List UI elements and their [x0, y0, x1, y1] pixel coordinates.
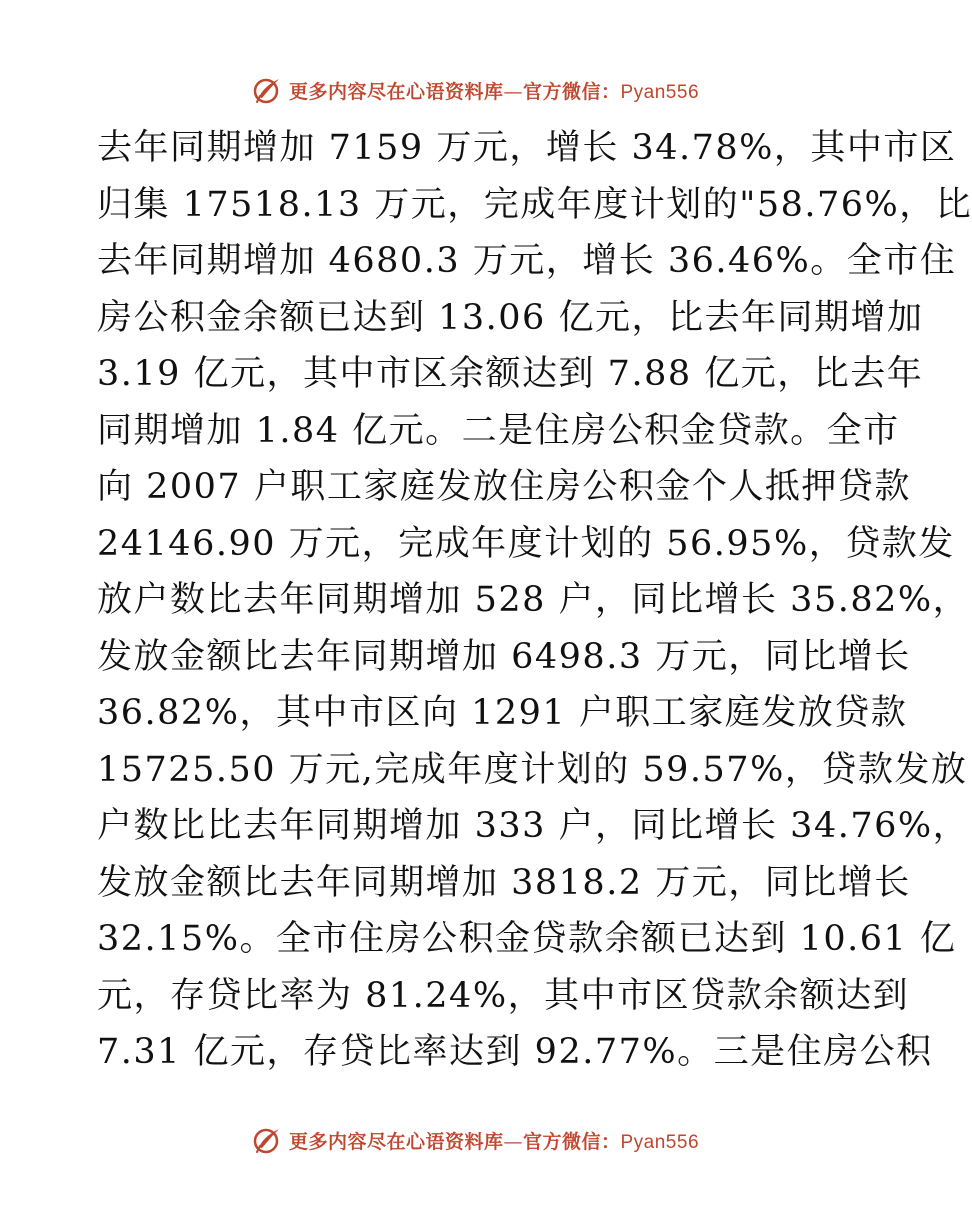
footer-watermark — [0, 1125, 950, 1155]
text-line: 同期增加 1.84 亿元。二是住房公积金贷款。全市 — [97, 410, 900, 451]
quill-logo-icon — [251, 75, 283, 105]
text-line: 房公积金余额已达到 13.06 亿元，比去年同期增加 — [97, 297, 924, 338]
watermark-account: Pyan556 — [620, 1131, 700, 1153]
watermark-separator: — — [503, 1130, 523, 1153]
watermark-brand: 更多内容尽在心语资料库 — [288, 1130, 504, 1153]
watermark-text — [289, 1127, 699, 1154]
text-line: 36.82%，其中市区向 1291 户职工家庭发放贷款 — [97, 693, 908, 733]
watermark-official: 官方微信： — [522, 80, 621, 103]
quill-logo-icon — [251, 1125, 283, 1155]
text-line: 向 2007 户职工家庭发放住房公积金个人抵押贷款 — [97, 467, 911, 507]
watermark-text — [289, 77, 699, 104]
watermark-brand: 更多内容尽在心语资料库 — [288, 80, 504, 103]
header-watermark — [0, 75, 950, 105]
watermark-official: 官方微信： — [522, 1130, 621, 1153]
text-line: 归集 17518.13 万元，完成年度计划的"58.76%，比 — [97, 184, 972, 225]
text-line: 15725.50 万元,完成年度计划的 59.57%，贷款发放 — [97, 749, 968, 790]
text-line: 去年同期增加 7159 万元，增长 34.78%，其中市区 — [97, 128, 957, 168]
text-line: 去年同期增加 4680.3 万元，增长 36.46%。全市住 — [97, 241, 957, 281]
text-line: 发放金额比去年同期增加 3818.2 万元，同比增长 — [97, 862, 911, 903]
text-line: 3.19 亿元，其中市区余额达到 7.88 亿元，比去年 — [97, 354, 924, 394]
text-line: 元，存贷比率为 81.24%，其中市区贷款余额达到 — [97, 975, 910, 1016]
watermark-account: Pyan556 — [620, 81, 700, 103]
watermark-separator: — — [503, 80, 523, 103]
text-line: 7.31 亿元，存贷比率达到 92.77%。三是住房公积 — [97, 1032, 933, 1072]
text-line: 32.15%。全市住房公积金贷款余额已达到 10.61 亿 — [97, 919, 957, 959]
text-line: 户数比比去年同期增加 333 户，同比增长 34.76%， — [97, 806, 970, 846]
text-line: 发放金额比去年同期增加 6498.3 万元，同比增长 — [97, 636, 911, 677]
body-paragraph — [97, 120, 972, 1081]
text-line: 放户数比去年同期增加 528 户，同比增长 35.82%， — [97, 580, 970, 620]
text-line: 24146.90 万元，完成年度计划的 56.95%，贷款发 — [97, 523, 955, 564]
